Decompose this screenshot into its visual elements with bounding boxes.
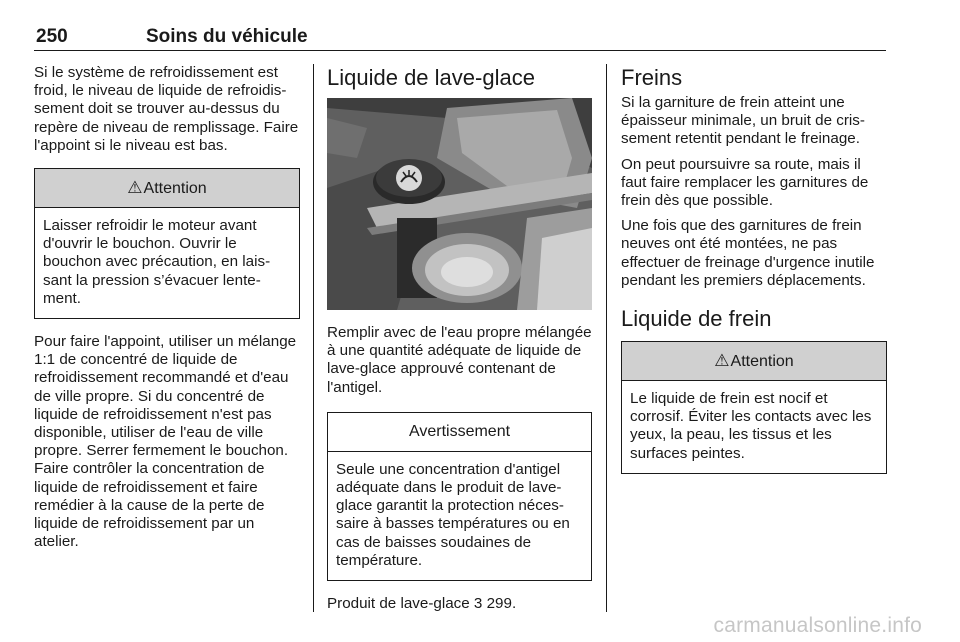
warning-triangle-icon: ⚠ [714,351,730,371]
attention-box-header [622,342,886,381]
coolant-intro-paragraph: Si le système de refroidissement est froid, le niveau de liquide de refroidissement doit se trouver au-dessus du repère de niveau de remplissage. Faire l'appoint si le niveau est bas. [34,64,299,154]
attention-box-coolant [34,168,300,319]
section-title: Soins du véhicule [146,26,308,47]
washer-fluid-heading: Liquide de lave-glace [327,65,535,90]
brakes-paragraph-2: On peut poursuivre sa route, mais il faut faire remplacer les garnitures de frein dès que possible. [621,155,869,210]
warning-text: Seule une concentration d'antigel adéquate dans le produit de lave-glace garantit la protection nécessaire à basses températures ou en cas de baisses soudaines de température. [336,460,570,569]
page-number: 250 [36,26,68,47]
warning-triangle-icon: ⚠ [127,178,143,198]
washer-fluid-reference [327,595,592,613]
attention-box-brake-fluid [621,341,887,474]
warning-box-body [328,452,591,580]
washer-fluid-paragraph: Remplir avec de l'eau propre mélangée à une quantité adéquate de liquide de lave-glace approuvé contenant de l'antigel. [327,324,592,396]
warning-box-antifreeze [327,412,592,581]
page-reference-arrow: 3 [473,595,483,613]
reference-text: Produit de lave-glace [327,595,470,613]
attention-text: Laisser refroidir le moteur avant d'ouvrir le bouchon. Ouvrir le bouchon avec précaution, en laissant la pression s’évacuer lentement. [43,217,271,307]
brakes-paragraph-3: Une fois que des garnitures de frein neuves ont été montées, ne pas effectuer de freinage d'urgence inutile pendant les premiers déplacements. [621,217,875,289]
attention-box-body [35,208,299,318]
brakes-paragraph-1: Si la garniture de frein atteint une épaisseur minimale, un bruit de crissement retentit pendant le freinage. [621,94,865,148]
brake-fluid-heading: Liquide de frein [621,306,772,332]
column-left [34,64,300,551]
coolant-fill-paragraph: Pour faire l'appoint, utiliser un mélange 1:1 de concentré de liquide de refroidissement recommandé et d'eau de ville propre. Si du concentré de liquide de refroidissement n'est pas disponible, utiliser de l'eau de ville propre. Serrer fermement le bouchon. Faire contrôler la concentration de liquide de refroidissement et faire remédier à la cause de la perte de liquide de refroidissement par un atelier. [34,333,297,551]
attention-text: Le liquide de frein est nocif et corrosif. Éviter les contacts avec les yeux, la peau, les tissus et les surfaces peintes. [630,390,872,462]
attention-box-body [622,381,886,473]
column-divider [606,64,607,612]
attention-title: Attention [143,180,207,198]
column-divider [313,64,314,612]
washer-reservoir-photo [327,98,592,310]
attention-title: Attention [730,353,794,371]
column-right [621,64,887,474]
site-watermark: carmanualsonline.info [713,614,922,637]
warning-box-header: Avertissement [328,413,591,452]
brakes-heading: Freins [621,65,683,90]
attention-box-header [35,169,299,208]
page-header [34,26,886,51]
windshield-washer-icon [396,165,422,191]
column-middle [327,64,592,613]
reference-page: 299. [486,595,517,613]
